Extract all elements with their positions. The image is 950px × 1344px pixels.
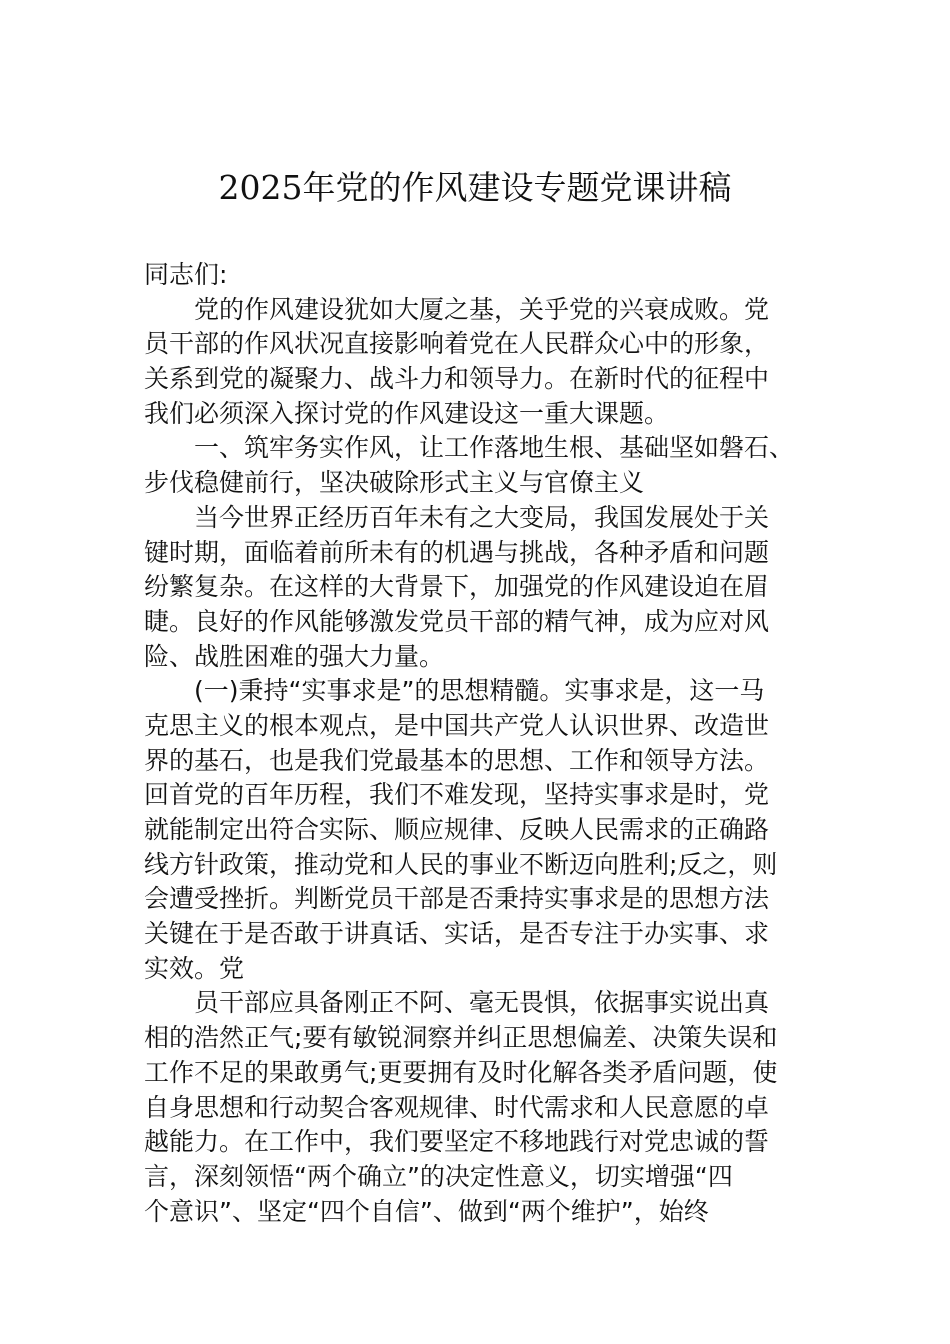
text-line: 越能力。在工作中，我们要坚定不移地践行对党忠诚的誓 (144, 1127, 770, 1157)
text-line: 关系到党的凝聚力、战斗力和领导力。在新时代的征程中 (144, 364, 770, 394)
text-line: 员干部应具备刚正不阿、毫无畏惧，依据事实说出真 (194, 988, 770, 1018)
text-line: 党的作风建设犹如大厦之基，关乎党的兴衰成败。党 (194, 294, 770, 324)
text-line: 同志们: (144, 260, 228, 289)
document-body (144, 258, 804, 1229)
text-line: 言，深刻领悟“两个确立”的决定性意义，切实增强“四 (144, 1161, 733, 1191)
text-line: 回首党的百年历程，我们不难发现，坚持实事求是时，党 (144, 780, 770, 810)
text-line: 关键在于是否敢于讲真话、实话，是否专注于办实事、求 (144, 919, 770, 949)
text-line: 工作不足的果敢勇气;更要拥有及时化解各类矛盾问题，使 (144, 1057, 778, 1087)
text-line: 会遭受挫折。判断党员干部是否秉持实事求是的思想方法 (144, 884, 770, 914)
text-line: 一、筑牢务实作风，让工作落地生根、基础坚如磐石、 (194, 433, 795, 463)
text-line: 纷繁复杂。在这样的大背景下，加强党的作风建设迫在眉 (144, 572, 770, 602)
text-line: 实效。党 (144, 953, 245, 983)
text-line: 键时期，面临着前所未有的机遇与挑战，各种矛盾和问题 (144, 537, 770, 567)
text-line: 睫。良好的作风能够激发党员干部的精气神，成为应对风 (144, 606, 770, 636)
text-line: 个意识”、坚定“四个自信”、做到“两个维护”，始终 (144, 1196, 709, 1226)
text-line: 当今世界正经历百年未有之大变局，我国发展处于关 (194, 502, 770, 532)
text-line: 就能制定出符合实际、顺应规律、反映人民需求的正确路 (144, 815, 770, 844)
text-line: 步伐稳健前行，坚决破除形式主义与官僚主义 (144, 468, 645, 498)
text-line: 克思主义的根本观点，是中国共产党人认识世界、改造世 (144, 710, 770, 740)
text-line: 相的浩然正气;要有敏锐洞察并纠正思想偏差、决策失误和 (144, 1023, 778, 1053)
text-line: 界的基石，也是我们党最基本的思想、工作和领导方法。 (144, 745, 770, 775)
text-line: 我们必须深入探讨党的作风建设这一重大课题。 (144, 398, 670, 428)
text-line: (一)秉持“实事求是”的思想精髓。实事求是，这一马 (194, 676, 765, 706)
text-line: 自身思想和行动契合客观规律、时代需求和人民意愿的卓 (144, 1092, 770, 1122)
text-line: 员干部的作风状况直接影响着党在人民群众心中的形象， (144, 329, 770, 359)
document-title: 2025年党的作风建设专题党课讲稿 (218, 168, 732, 207)
text-line: 线方针政策，推动党和人民的事业不断迈向胜利;反之，则 (144, 849, 778, 879)
text-line: 险、战胜困难的强大力量。 (144, 641, 445, 671)
